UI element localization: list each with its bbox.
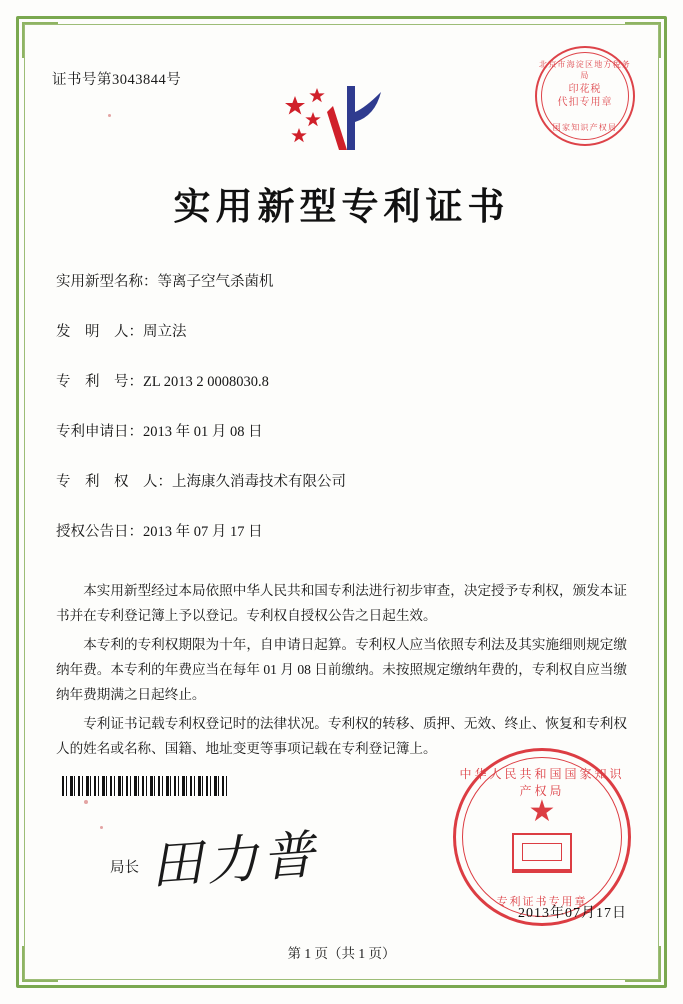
signature-label: 局长 — [110, 860, 139, 876]
seal-center-line1: 印花税 — [568, 84, 602, 95]
body-paragraph: 本实用新型经过本局依照中华人民共和国专利法进行初步审查，决定授予专利权，颁发本证书并在专利登记簿上予以登记。专利权自授权公告之日起生效。 — [56, 583, 627, 623]
field-label: 实用新型名称： — [56, 274, 158, 290]
paper-speck — [108, 114, 111, 117]
field-row — [56, 422, 627, 442]
field-label: 专 利 权 人： — [56, 474, 172, 490]
seal-bottom-arc-text: 专利证书专用章 — [496, 896, 588, 908]
body-paragraph: 本专利的专利权期限为十年，自申请日起算。专利权人应当依照专利法及其实施细则规定缴纳年费。本专利的年费应当在每年 01 月 08 日前缴纳。未按照规定缴纳年费的，专利权自应当缴纳年费期满之日起终止。 — [56, 637, 627, 702]
field-value: 周立法 — [143, 324, 187, 340]
tiananmen-emblem-icon — [512, 833, 572, 873]
field-value: 上海康久消毒技术有限公司 — [172, 474, 346, 490]
corner-ornament-top-right — [625, 22, 661, 58]
page-footer: 第 1 页（共 1 页） — [287, 946, 396, 961]
body-paragraph: 专利证书记载专利权登记时的法律状况。专利权的转移、质押、无效、终止、恢复和专利权人的姓名或名称、国籍、地址变更等事项记载在专利登记簿上。 — [56, 716, 627, 756]
certificate-number: 证书号第3043844号 — [52, 72, 182, 88]
field-list — [56, 272, 627, 572]
paper-speck — [84, 800, 88, 804]
page-title: 实用新型专利证书 — [173, 184, 510, 228]
field-label: 授权公告日： — [56, 524, 143, 540]
seal-top-arc-text: 中华人民共和国国家知识产权局 — [459, 767, 625, 798]
issue-date-stamp: 2013年07月17日 — [518, 906, 627, 921]
seal-bottom-arc-text: 国家知识产权局 — [552, 123, 618, 132]
field-label: 专 利 号： — [56, 374, 143, 390]
field-row — [56, 522, 627, 542]
field-label: 发 明 人： — [56, 324, 143, 340]
tax-stamp-seal — [535, 46, 635, 146]
field-row — [56, 372, 627, 392]
official-round-seal — [453, 748, 631, 926]
paper-speck — [100, 826, 103, 829]
field-value: ZL 2013 2 0008030.8 — [143, 374, 269, 390]
body-text — [56, 578, 627, 765]
field-label: 专利申请日： — [56, 424, 143, 440]
signature-name: 田力普 — [148, 825, 321, 897]
sipo-logo-icon — [277, 82, 407, 154]
field-value: 2013 年 01 月 08 日 — [143, 424, 263, 440]
field-row — [56, 272, 627, 292]
seal-top-arc-text: 北京市海淀区地方税务局 — [539, 60, 631, 80]
corner-ornament-top-left — [22, 22, 58, 58]
field-row — [56, 472, 627, 492]
field-value: 2013 年 07 月 17 日 — [143, 524, 263, 540]
field-value: 等离子空气杀菌机 — [157, 274, 274, 290]
field-row — [56, 322, 627, 342]
seal-center-text — [537, 83, 633, 109]
barcode — [62, 776, 230, 796]
star-icon: ★ — [528, 795, 556, 828]
seal-center-line2: 代扣专用章 — [557, 97, 613, 108]
